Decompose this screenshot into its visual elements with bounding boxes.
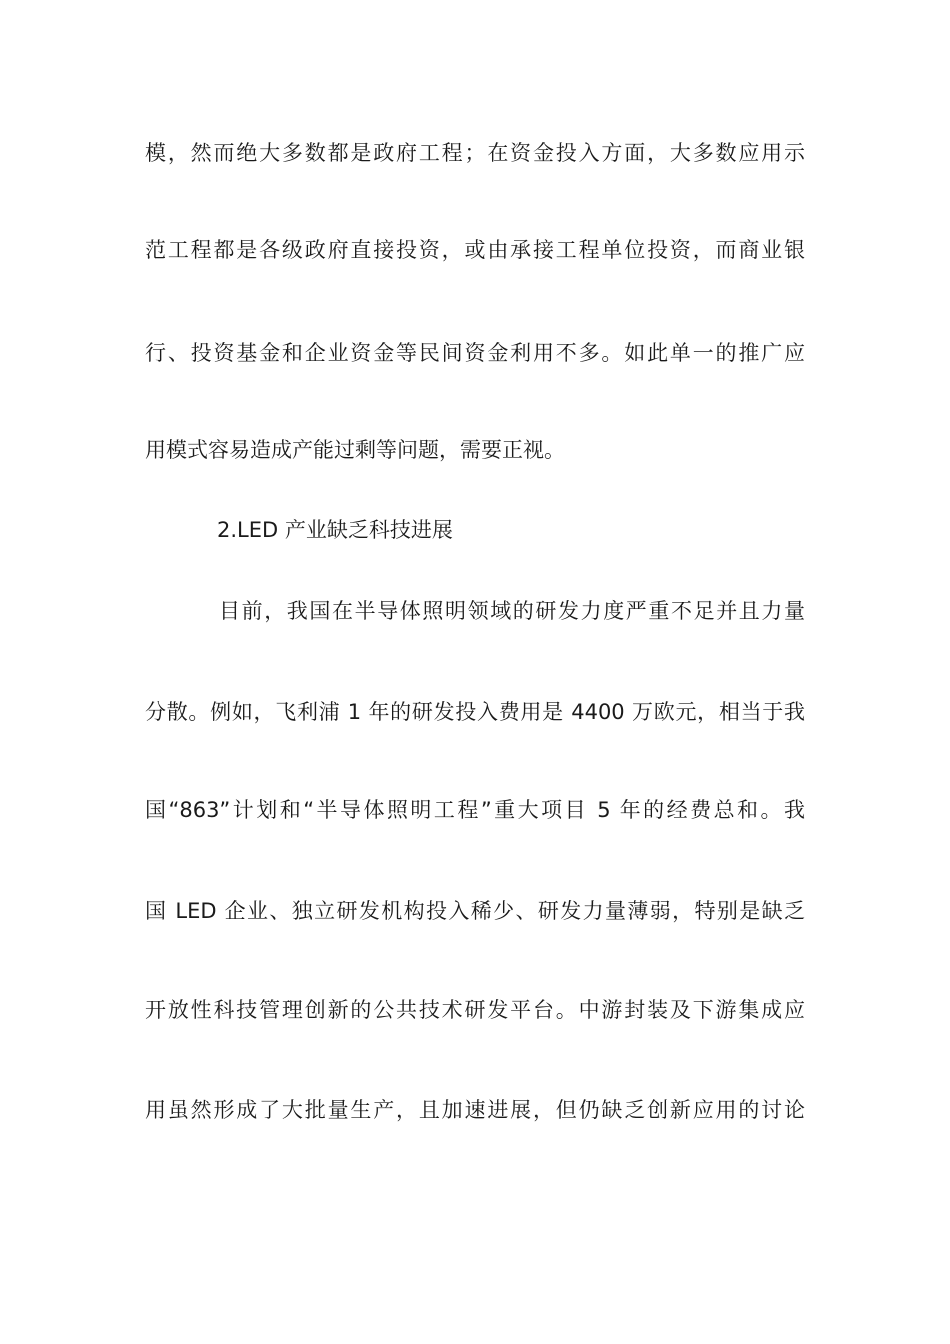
text-line: 目前，我国在半导体照明领域的研发力度严重不足并且力量: [219, 599, 805, 623]
text-line: 范工程都是各级政府直接投资，或由承接工程单位投资，而商业银: [145, 238, 805, 262]
text-line: 国 LED 企业、独立研发机构投入稀少、研发力量薄弱，特别是缺乏: [145, 899, 805, 923]
text-line: 国“863”计划和“半导体照明工程”重大项目 5 年的经费总和。我: [145, 798, 805, 822]
section-heading: 2.LED 产业缺乏科技进展: [217, 518, 453, 542]
text-line: 用虽然形成了大批量生产，且加速进展，但仍缺乏创新应用的讨论: [145, 1098, 805, 1122]
text-line: 开放性科技管理创新的公共技术研发平台。中游封装及下游集成应: [145, 998, 805, 1022]
text-line: 用模式容易造成产能过剩等问题，需要正视。: [145, 438, 565, 462]
text-line: 行、投资基金和企业资金等民间资金利用不多。如此单一的推广应: [145, 341, 805, 365]
text-line: 分散。例如，飞利浦 1 年的研发投入费用是 4400 万欧元，相当于我: [145, 700, 805, 724]
text-line: 模，然而绝大多数都是政府工程；在资金投入方面，大多数应用示: [145, 141, 805, 165]
